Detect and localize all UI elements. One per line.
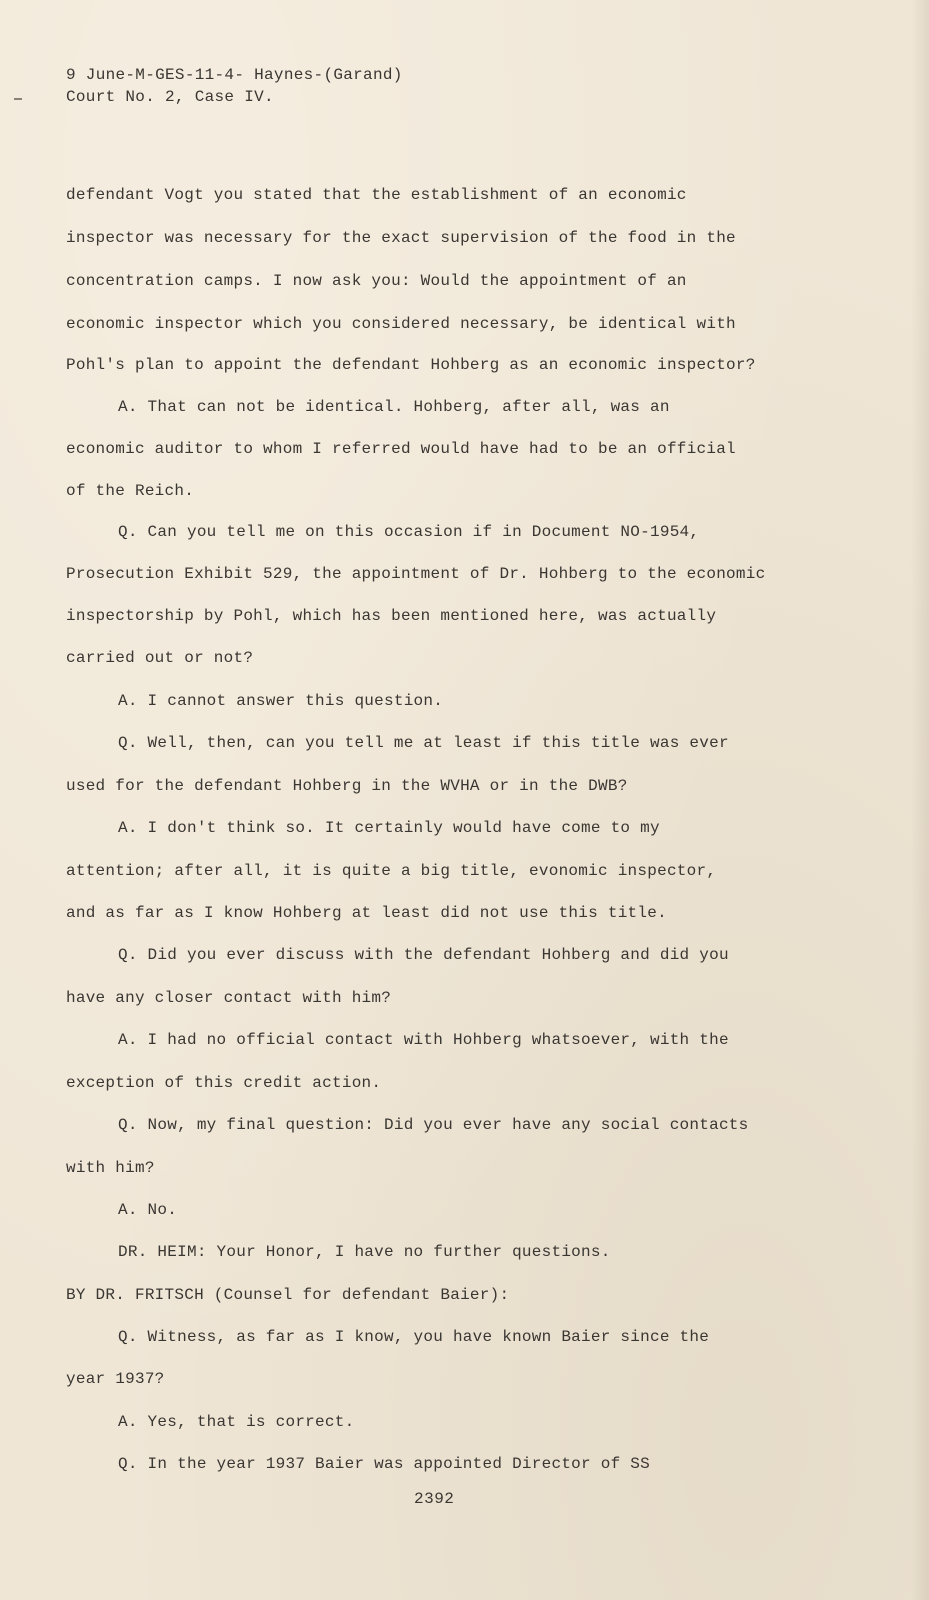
- transcript-line: and as far as I know Hohberg at least did not use this title.: [66, 904, 667, 922]
- transcript-line: Q. In the year 1937 Baier was appointed Director of SS: [118, 1455, 650, 1473]
- transcript-line: A. I had no official contact with Hohberg whatsoever, with the: [118, 1031, 729, 1049]
- transcript-line: economic inspector which you considered necessary, be identical with: [66, 315, 736, 333]
- transcript-line: used for the defendant Hohberg in the WVHA or in the DWB?: [66, 777, 628, 795]
- transcript-line: A. No.: [118, 1201, 178, 1219]
- header-court-line: Court No. 2, Case IV.: [66, 88, 274, 106]
- transcript-line: Pohl's plan to appoint the defendant Hohberg as an economic inspector?: [66, 356, 756, 374]
- transcript-line: Q. Did you ever discuss with the defendant Hohberg and did you: [118, 946, 729, 964]
- transcript-line: Q. Well, then, can you tell me at least if this title was ever: [118, 734, 729, 752]
- transcript-line: inspectorship by Pohl, which has been mentioned here, was actually: [66, 607, 717, 625]
- transcript-line: exception of this credit action.: [66, 1074, 382, 1092]
- transcript-line: with him?: [66, 1159, 155, 1177]
- transcript-line: Q. Now, my final question: Did you ever have any social contacts: [118, 1116, 749, 1134]
- margin-mark: [14, 98, 22, 100]
- transcript-line: inspector was necessary for the exact supervision of the food in the: [66, 229, 736, 247]
- transcript-line: BY DR. FRITSCH (Counsel for defendant Baier):: [66, 1286, 510, 1304]
- transcript-line: DR. HEIM: Your Honor, I have no further questions.: [118, 1243, 611, 1261]
- transcript-line: concentration camps. I now ask you: Would the appointment of an: [66, 272, 687, 290]
- transcript-line: Q. Can you tell me on this occasion if in Document NO-1954,: [118, 523, 700, 541]
- transcript-line: of the Reich.: [66, 482, 195, 500]
- transcript-line: A. That can not be identical. Hohberg, after all, was an: [118, 398, 670, 416]
- transcript-line: A. I cannot answer this question.: [118, 692, 444, 710]
- transcript-line: Q. Witness, as far as I know, you have known Baier since the: [118, 1328, 710, 1346]
- page-number: 2392: [414, 1490, 455, 1508]
- transcript-line: A. I don't think so. It certainly would have come to my: [118, 819, 660, 837]
- transcript-line: defendant Vogt you stated that the establishment of an economic: [66, 186, 687, 204]
- header-reference-line: 9 June-M-GES-11-4- Haynes-(Garand): [66, 66, 403, 84]
- transcript-line: carried out or not?: [66, 649, 254, 667]
- transcript-line: year 1937?: [66, 1370, 165, 1388]
- transcript-line: economic auditor to whom I referred would have had to be an official: [66, 440, 736, 458]
- document-header: [66, 64, 403, 108]
- transcript-line: have any closer contact with him?: [66, 989, 392, 1007]
- transcript-line: Prosecution Exhibit 529, the appointment of Dr. Hohberg to the economic: [66, 565, 766, 583]
- transcript-line: A. Yes, that is correct.: [118, 1413, 355, 1431]
- transcript-line: attention; after all, it is quite a big title, evonomic inspector,: [66, 862, 717, 880]
- paper-edge-shadow: [911, 0, 929, 1600]
